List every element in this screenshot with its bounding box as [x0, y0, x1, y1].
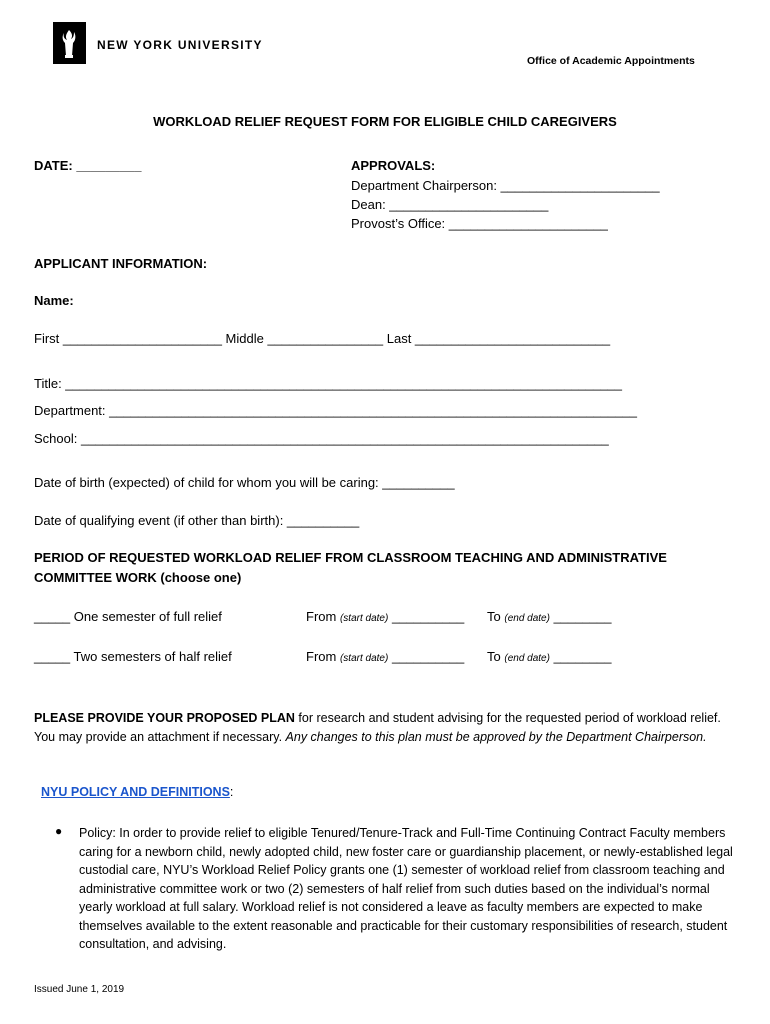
university-name: NEW YORK UNIVERSITY: [97, 38, 263, 52]
period-heading-line1: PERIOD OF REQUESTED WORKLOAD RELIEF FROM CLASSROOM TEACHING AND ADMINISTRATIVE: [34, 550, 667, 565]
option-full-to[interactable]: [487, 609, 611, 624]
bullet-icon: ●: [55, 824, 63, 838]
issued-date: Issued June 1, 2019: [34, 984, 125, 995]
start-date-blank[interactable]: __________: [391, 649, 465, 664]
policy-colon: :: [229, 785, 234, 799]
child-dob-field[interactable]: Date of birth (expected) of child for whom you will be caring: __________: [34, 475, 455, 490]
policy-heading: [41, 785, 233, 799]
period-heading-line2: COMMITTEE WORK (choose one): [34, 570, 242, 585]
policy-text: Policy: In order to provide relief to eligible Tenured/Tenure-Track and Full-Time Continuing Contract Faculty members caring for a newborn child, newly adopted child, new foster care or guardianship placement, or newly-established legal custodial care, NYU’s Workload Relief Policy grants one (1) semester of workload relief from classroom teaching and administrative committee work or two (2) semesters of half relief from such duties based on the individual’s normal yearly workload at full salary. Workload relief is not considered a leave as faculty members are expected to make themselves available to the extent reasonable and practicable for their customary responsibilities of research, student consultation, and advising.: [79, 826, 733, 951]
approvals-heading: APPROVALS:: [351, 158, 436, 173]
plan-bold: PLEASE PROVIDE YOUR PROPOSED PLAN: [34, 711, 295, 725]
to-label: To: [487, 649, 501, 664]
option-half-from[interactable]: [306, 649, 464, 664]
start-date-blank[interactable]: __________: [391, 609, 465, 624]
end-date-hint: (end date): [504, 653, 550, 664]
department-field[interactable]: Department: _________________________________________________________________________: [34, 403, 637, 418]
start-date-hint: (start date): [339, 613, 389, 624]
nyu-logo: [53, 22, 86, 64]
name-fields[interactable]: First ______________________ Middle ________________ Last ___________________________: [34, 331, 611, 346]
start-date-hint: (start date): [339, 653, 389, 664]
date-field[interactable]: DATE: _________: [34, 158, 142, 173]
approval-chair-field[interactable]: Department Chairperson: ______________________: [351, 178, 660, 193]
to-label: To: [487, 609, 501, 624]
nyu-torch-icon: [53, 22, 86, 64]
name-label: Name:: [34, 293, 74, 308]
policy-link[interactable]: NYU POLICY AND DEFINITIONS: [41, 785, 230, 799]
qualifying-event-field[interactable]: Date of qualifying event (if other than birth): __________: [34, 513, 360, 528]
plan-instructions: [34, 709, 734, 747]
approval-provost-field[interactable]: Provost’s Office: ______________________: [351, 216, 608, 231]
end-date-hint: (end date): [504, 613, 550, 624]
plan-normal: for research and student advising for the requested period of workload relief. You may provide an attachment if necessary.: [34, 711, 721, 744]
option-full-from[interactable]: [306, 609, 464, 624]
applicant-heading: APPLICANT INFORMATION:: [34, 256, 208, 271]
option-half-to[interactable]: [487, 649, 611, 664]
from-label: From: [306, 609, 337, 624]
option-full-relief[interactable]: _____ One semester of full relief: [34, 609, 222, 624]
from-label: From: [306, 649, 337, 664]
form-title: WORKLOAD RELIEF REQUEST FORM FOR ELIGIBLE CHILD CAREGIVERS: [153, 114, 617, 129]
title-field[interactable]: Title: _____________________________________________________________________________: [34, 376, 623, 391]
option-half-relief[interactable]: _____ Two semesters of half relief: [34, 649, 232, 664]
end-date-blank[interactable]: ________: [553, 649, 612, 664]
school-field[interactable]: School: _________________________________________________________________________: [34, 431, 609, 446]
plan-italic: Any changes to this plan must be approved by the Department Chairperson.: [285, 730, 707, 744]
approval-dean-field[interactable]: Dean: ______________________: [351, 197, 549, 212]
end-date-blank[interactable]: ________: [553, 609, 612, 624]
office-name: Office of Academic Appointments: [527, 55, 695, 67]
